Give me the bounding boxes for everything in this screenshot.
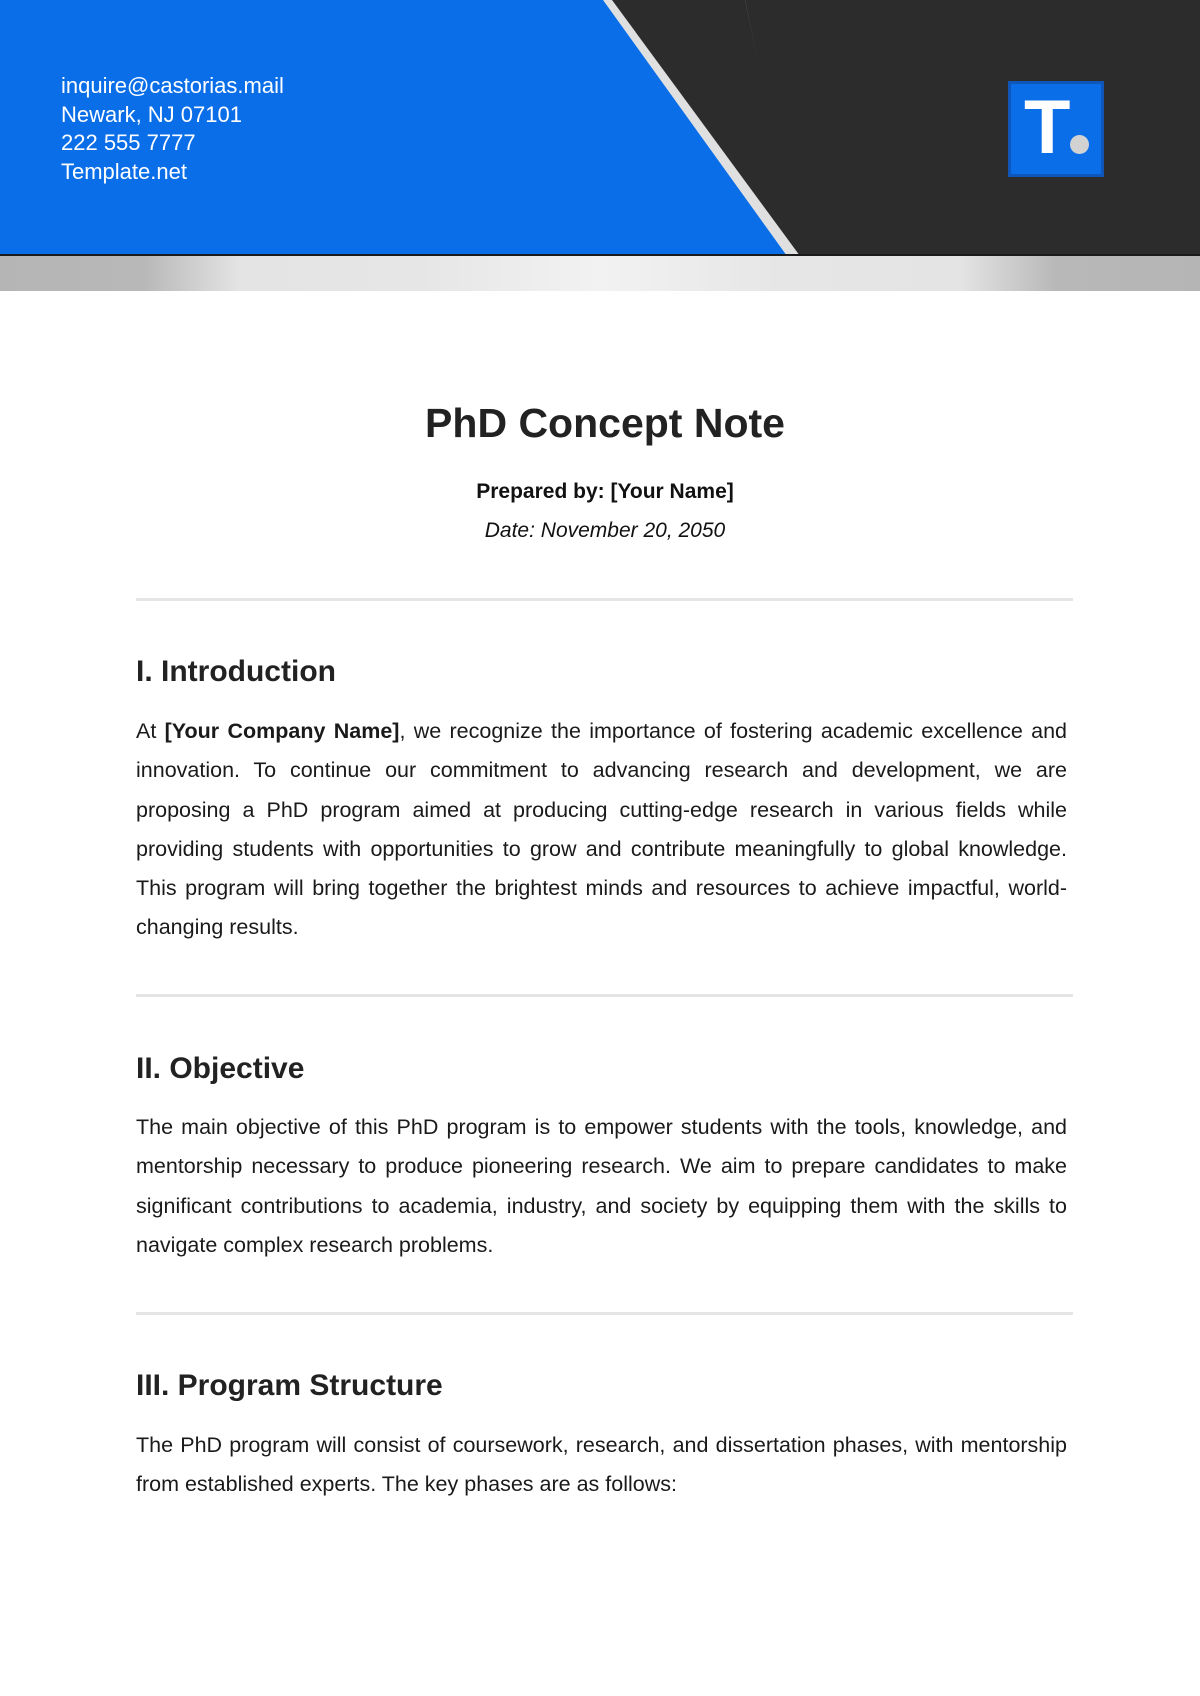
section-heading-program-structure: III. Program Structure [136, 1369, 443, 1402]
contact-email: inquire@castorias.mail [61, 73, 284, 98]
header-banner [0, 0, 1200, 256]
intro-rest: , we recognize the importance of fostering academic excellence and innovation. To continue our commitment to advancing research and development, we are proposing a PhD program aimed at producing cutting-edge research in various fields while providing students with opportunities to grow and contribute meaningfully to global knowledge. This program will bring together the brightest minds and resources to achieve impactful, world-changing results. [136, 719, 1067, 940]
document-date: Date: November 20, 2050 [484, 519, 726, 542]
intro-prefix: At [136, 719, 165, 743]
header-silver-band [0, 256, 1200, 291]
section-body-introduction [136, 712, 1067, 948]
section-heading-introduction: I. Introduction [136, 655, 336, 688]
section-body-objective: The main objective of this PhD program is to empower students with the tools, knowledge, and mentorship necessary to produce pioneering research. We aim to prepare candidates to make significant contributions to academia, industry, and society by equipping them with the skills to navigate complex research problems. [136, 1115, 1067, 1257]
page-title: PhD Concept Note [425, 400, 785, 446]
section-body-program-structure: The PhD program will consist of coursework, research, and dissertation phases, with mentorship from established experts. The key phases are as follows: [136, 1433, 1067, 1497]
contact-block [61, 72, 284, 186]
section-divider [136, 1312, 1073, 1315]
contact-website: Template.net [61, 158, 187, 184]
company-name-placeholder: [Your Company Name] [164, 719, 400, 743]
logo-dot-icon [1070, 135, 1089, 154]
contact-address: Newark, NJ 07101 [61, 101, 242, 127]
section-heading-objective: II. Objective [136, 1052, 305, 1085]
prepared-by: Prepared by: [Your Name] [476, 480, 734, 503]
logo-letter: T [1024, 85, 1071, 170]
contact-phone: 222 555 7777 [61, 130, 196, 155]
company-logo [1008, 81, 1104, 177]
section-divider [136, 994, 1073, 997]
section-divider [136, 598, 1073, 601]
